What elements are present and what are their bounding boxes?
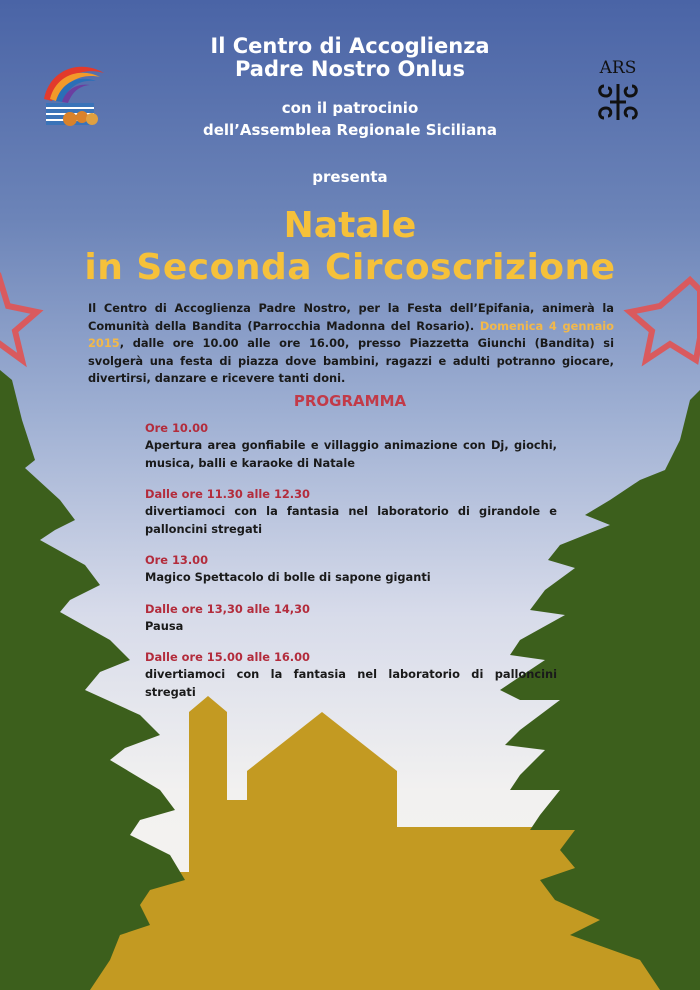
presenta-label: presenta [312, 168, 388, 186]
ars-logo-text: ARS [599, 58, 637, 78]
program-item [145, 420, 557, 472]
intro-paragraph [88, 300, 614, 388]
intro-text-part2: , dalle ore 10.00 alle ore 16.00, presso Piazzetta Giunchi (Bandita) si svolgerà una festa di piazza dove bambini, ragazzi e adulti potranno giocare, divertirsi, danzare e ricevere tanti doni. [88, 336, 614, 385]
organization-name-line2: Padre Nostro Onlus [234, 57, 466, 81]
organization-name-line1: Il Centro di Accoglienza [210, 34, 490, 58]
program-item-time: Ore 10.00 [145, 421, 209, 435]
program-item-time: Dalle ore 13,30 alle 14,30 [145, 601, 310, 616]
event-title-line1: Natale [283, 205, 417, 246]
right-star [630, 280, 700, 360]
program-item-time: Ore 13.00 [145, 553, 209, 567]
program-list [145, 420, 557, 715]
patronage-line2: dell’Assemblea Regionale Siciliana [203, 121, 497, 139]
event-date-highlight: Domenica 4 gennaio 2015 [88, 318, 614, 350]
program-item-time: Dalle ore 11.30 alle 12.30 [145, 487, 310, 501]
event-title-line2: in Seconda Circoscrizione [84, 247, 616, 288]
intro-text-part1: Il Centro di Accoglienza Padre Nostro, per la Festa dell’Epifania, animerà la Comunità della Bandita (Parrocchia Madonna del Rosario). [88, 301, 614, 333]
patronage-line1: con il patrocinio [281, 99, 419, 117]
left-star [0, 280, 37, 360]
program-item [145, 552, 557, 587]
program-item [145, 601, 557, 636]
program-item-description: divertiamoci con la fantasia nel laboratorio di palloncini stregati [145, 667, 557, 699]
program-item-description: Pausa [145, 618, 184, 633]
program-item-time: Dalle ore 15.00 alle 16.00 [145, 650, 310, 664]
program-item-description: Apertura area gonfiabile e villaggio animazione con Dj, giochi, musica, balli e karaoke di Natale [145, 438, 557, 470]
program-item-description: Magico Spettacolo di bolle di sapone giganti [145, 570, 431, 584]
program-item [145, 649, 557, 701]
program-item-description: divertiamoci con la fantasia nel laboratorio di girandole e palloncini stregati [145, 504, 557, 536]
program-item [145, 486, 557, 538]
program-title: PROGRAMMA [293, 392, 407, 410]
